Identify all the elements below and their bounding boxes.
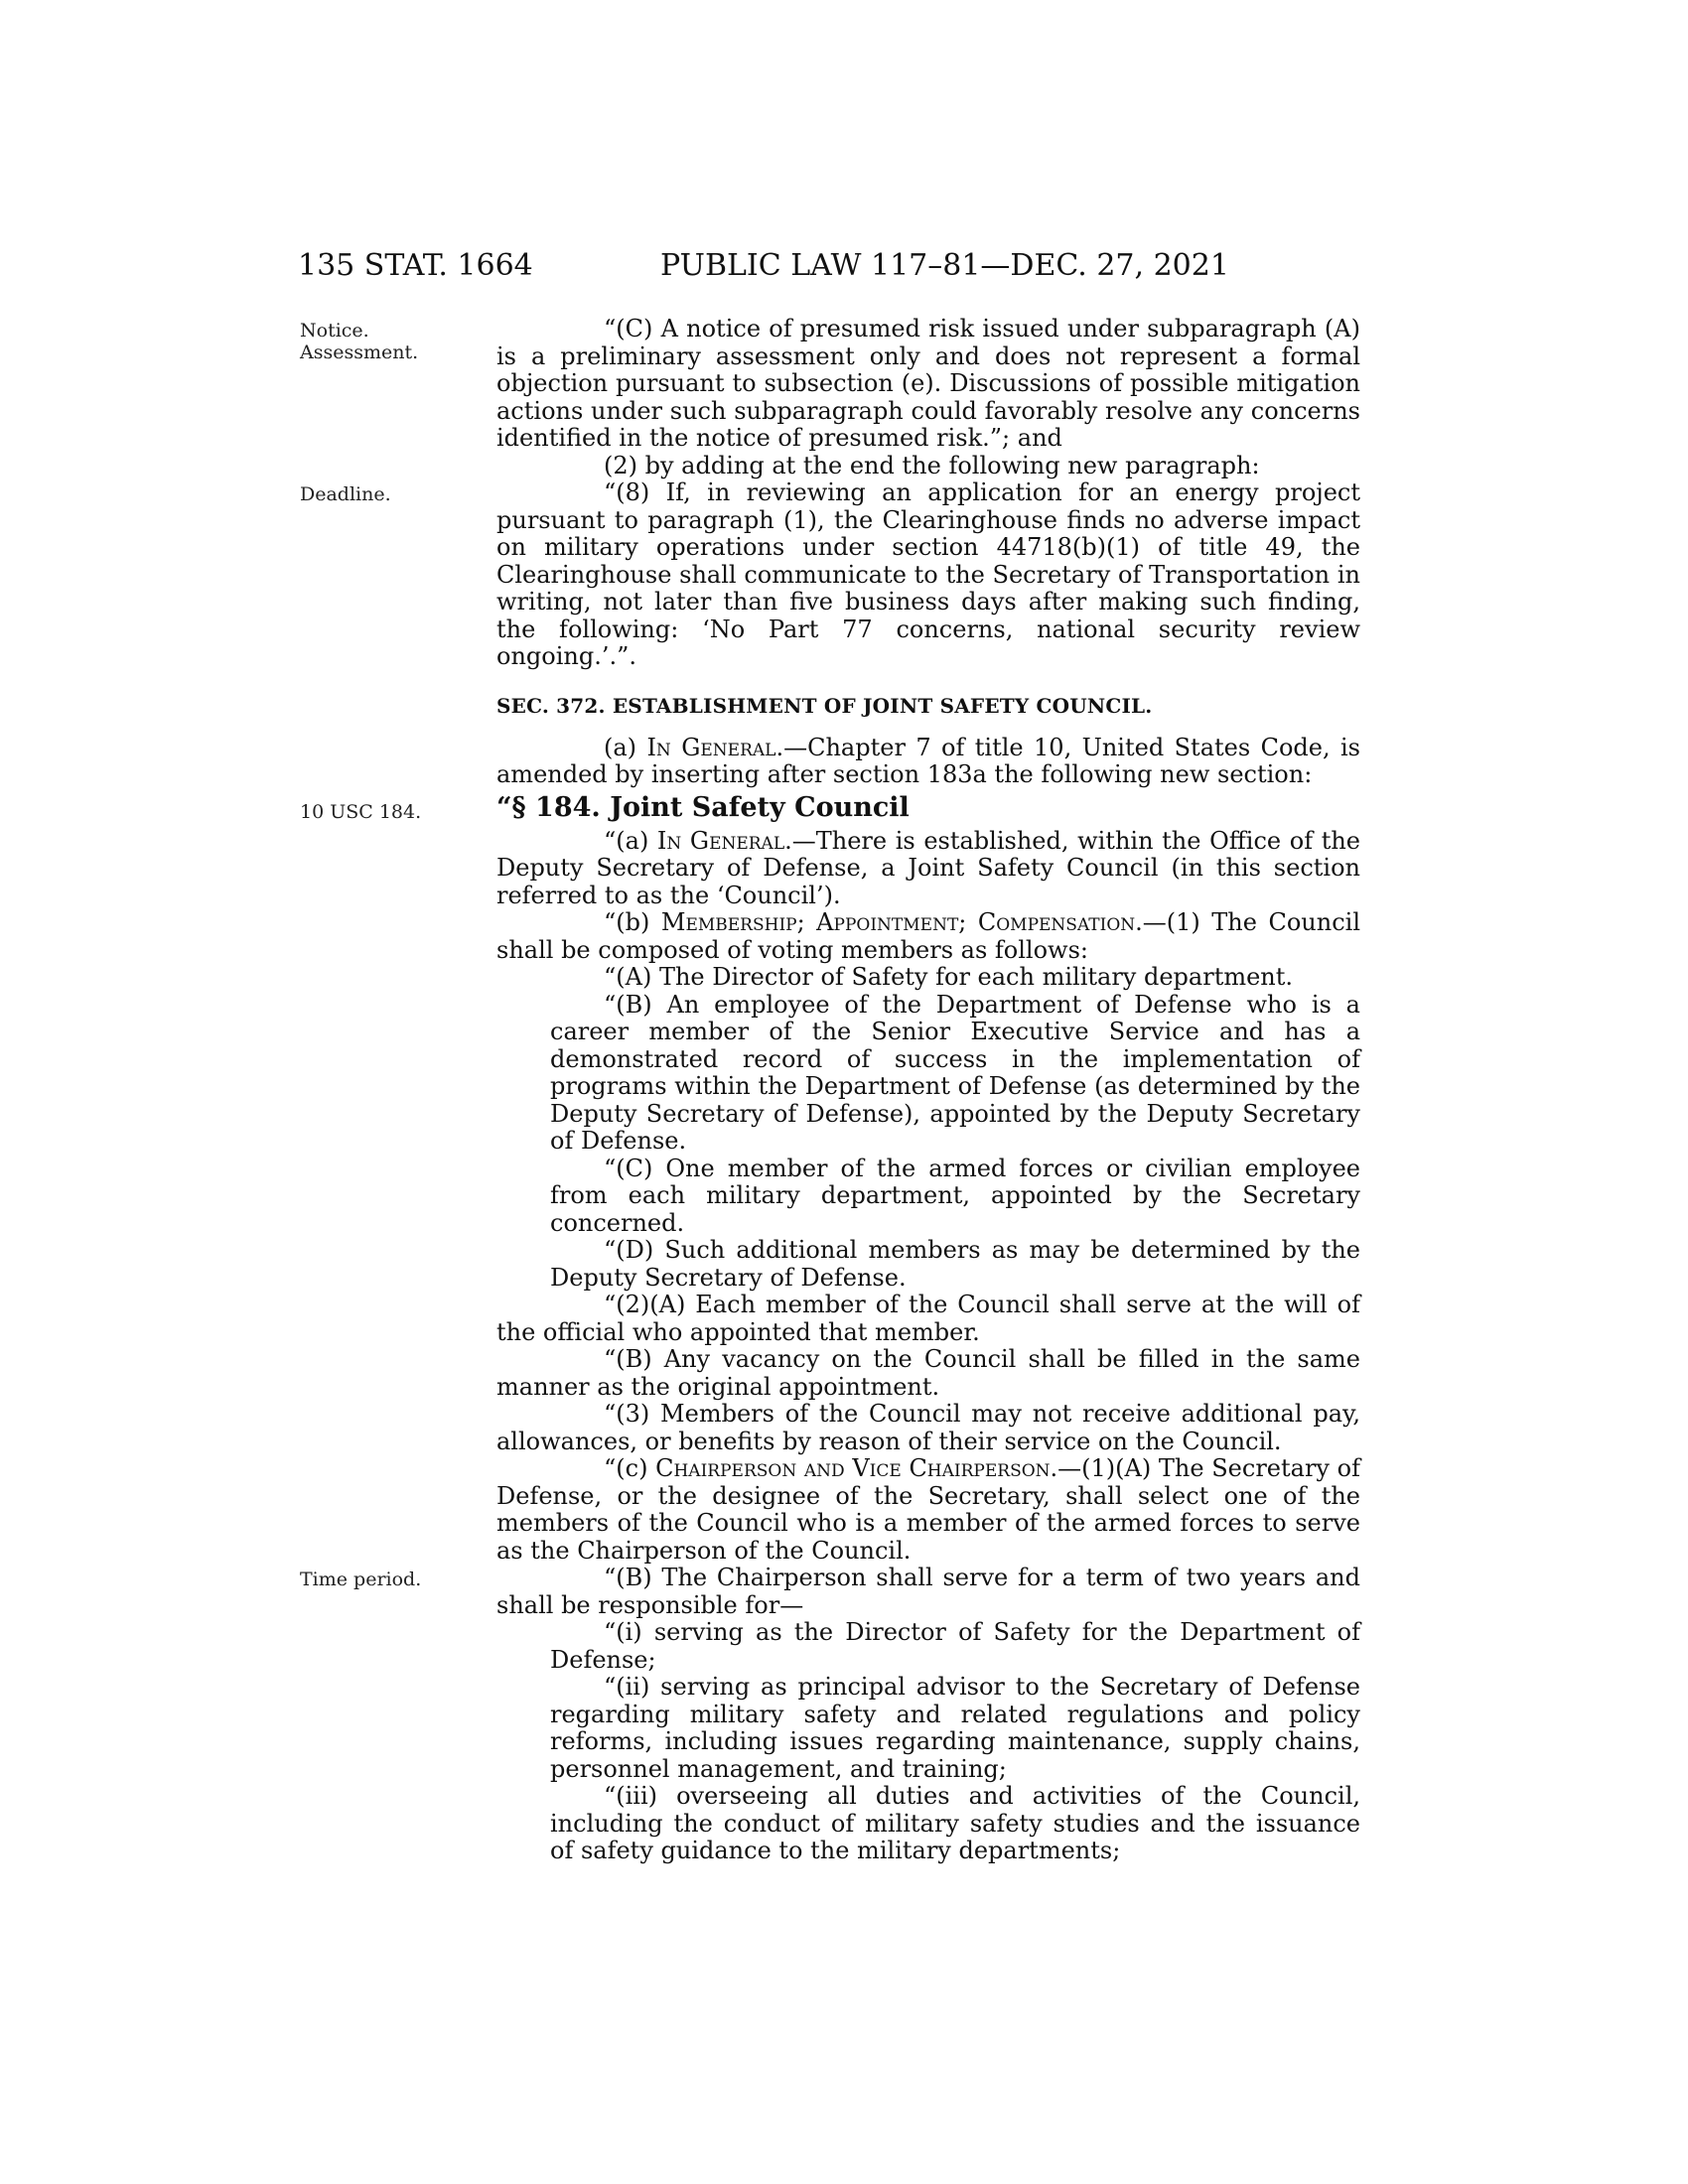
margin-note-notice: Notice. xyxy=(300,320,369,341)
clause-ii: “(ii) serving as principal advisor to the Secretary of Defense regarding military safety and related regulations and policy reforms, including issues regarding maintenance, supply chains, personnel management, and training; xyxy=(550,1673,1360,1783)
margin-note-usc: 10 USC 184. xyxy=(300,801,422,823)
subsection-label: “(a) xyxy=(604,826,657,855)
clause-iii: “(iii) overseeing all duties and activities of the Council, including the conduct of military safety studies and the issuance of safety guidance to the military departments; xyxy=(550,1782,1360,1864)
section-372 xyxy=(496,693,1360,789)
member-b: “(B) An employee of the Department of Defense who is a career member of the Senior Executive Service and has a demonstrated record of success in the implementation of programs within the Department of Defense (as determined by the Deputy Secretary of Defense), appointed by the Deputy Secretary of Defense. xyxy=(550,990,1360,1155)
public-law-title: PUBLIC LAW 117–81—DEC. 27, 2021 xyxy=(660,248,1229,283)
section-184-title: “§ 184. Joint Safety Council xyxy=(496,792,910,823)
paragraph-8-clearinghouse: “(8) If, in reviewing an application for an energy project pursuant to paragraph (1), the Clearinghouse finds no adverse impact on military operations under section 44718(b)(1) of title 49, the Clearinghouse shall communicate to the Secretary of Transportation in writing, not later than five business days after making such finding, the following: ‘No Part 77 concerns, national security review ongoing.’.”. xyxy=(496,478,1360,670)
paragraph-2b-vacancy: “(B) Any vacancy on the Council shall be filled in the same manner as the original appointment. xyxy=(496,1345,1360,1401)
section-372-heading: SEC. 372. ESTABLISHMENT OF JOINT SAFETY COUNCIL. xyxy=(496,694,1153,718)
subsection-label: (a) xyxy=(604,733,647,761)
paragraph-2a-term: “(2)(A) Each member of the Council shall serve at the will of the official who appointed that member. xyxy=(496,1291,1360,1346)
stat-citation: 135 STAT. 1664 xyxy=(298,248,533,283)
section-184-subsection-a xyxy=(496,828,1360,910)
section-184 xyxy=(496,794,1360,1865)
subsection-label: “(c) xyxy=(604,1454,656,1482)
section-184-subsection-c xyxy=(496,1455,1360,1565)
margin-note-assessment: Assessment. xyxy=(300,341,419,363)
amendment-text-block xyxy=(496,316,1360,671)
chairperson-term: “(B) The Chairperson shall serve for a term of two years and shall be responsible for— xyxy=(496,1564,1360,1619)
paragraph-c-notice: “(C) A notice of presumed risk issued under subparagraph (A) is a preliminary assessment only and does not represent a formal objection pursuant to subsection (e). Discussions of possible mitigation actions under such subparagraph could favorably resolve any concerns identified in the notice of presumed risk.”; and xyxy=(496,315,1360,452)
page-header xyxy=(298,248,1370,288)
subsection-label: “(b) xyxy=(604,908,661,936)
subsection-text: .—(1)(A) The Secretary of Defense, or the designee of the Secretary, shall select one of the members of the Council who is a member of the armed forces to serve as the Chairperson of the Council. xyxy=(496,1454,1360,1565)
subsection-text: .—(1) The Council shall be composed of voting members as follows: xyxy=(496,908,1360,964)
subsection-text: .—Chapter 7 of title 10, United States Code, is amended by inserting after section 183a the following new section: xyxy=(496,733,1360,788)
section-184-subsection-b xyxy=(496,909,1360,964)
paragraph-3-pay: “(3) Members of the Council may not receive additional pay, allowances, or benefits by reason of their service on the Council. xyxy=(496,1400,1360,1455)
subsection-heading: In General xyxy=(656,826,785,855)
paragraph-2-adding: (2) by adding at the end the following new paragraph: xyxy=(604,451,1260,479)
clause-i: “(i) serving as the Director of Safety for the Department of Defense; xyxy=(550,1618,1360,1674)
subsection-heading: Chairperson and Vice Chairperson xyxy=(655,1454,1051,1482)
section-372-subsection-a xyxy=(496,735,1360,789)
subsection-heading: Membership; Appointment; Compensation xyxy=(660,908,1136,936)
member-c: “(C) One member of the armed forces or civilian employee from each military department, appointed by the Secretary concerned. xyxy=(550,1154,1360,1237)
member-d: “(D) Such additional members as may be determined by the Deputy Secretary of Defense. xyxy=(550,1236,1360,1292)
member-a: “(A) The Director of Safety for each military department. xyxy=(604,963,1294,991)
subsection-text: .—There is established, within the Office of the Deputy Secretary of Defense, a Joint Safety Council (in this section referred to as the ‘Council’). xyxy=(496,826,1360,909)
margin-note-deadline: Deadline. xyxy=(300,483,391,505)
subsection-heading: In General xyxy=(646,733,776,761)
margin-note-time-period: Time period. xyxy=(300,1569,422,1590)
